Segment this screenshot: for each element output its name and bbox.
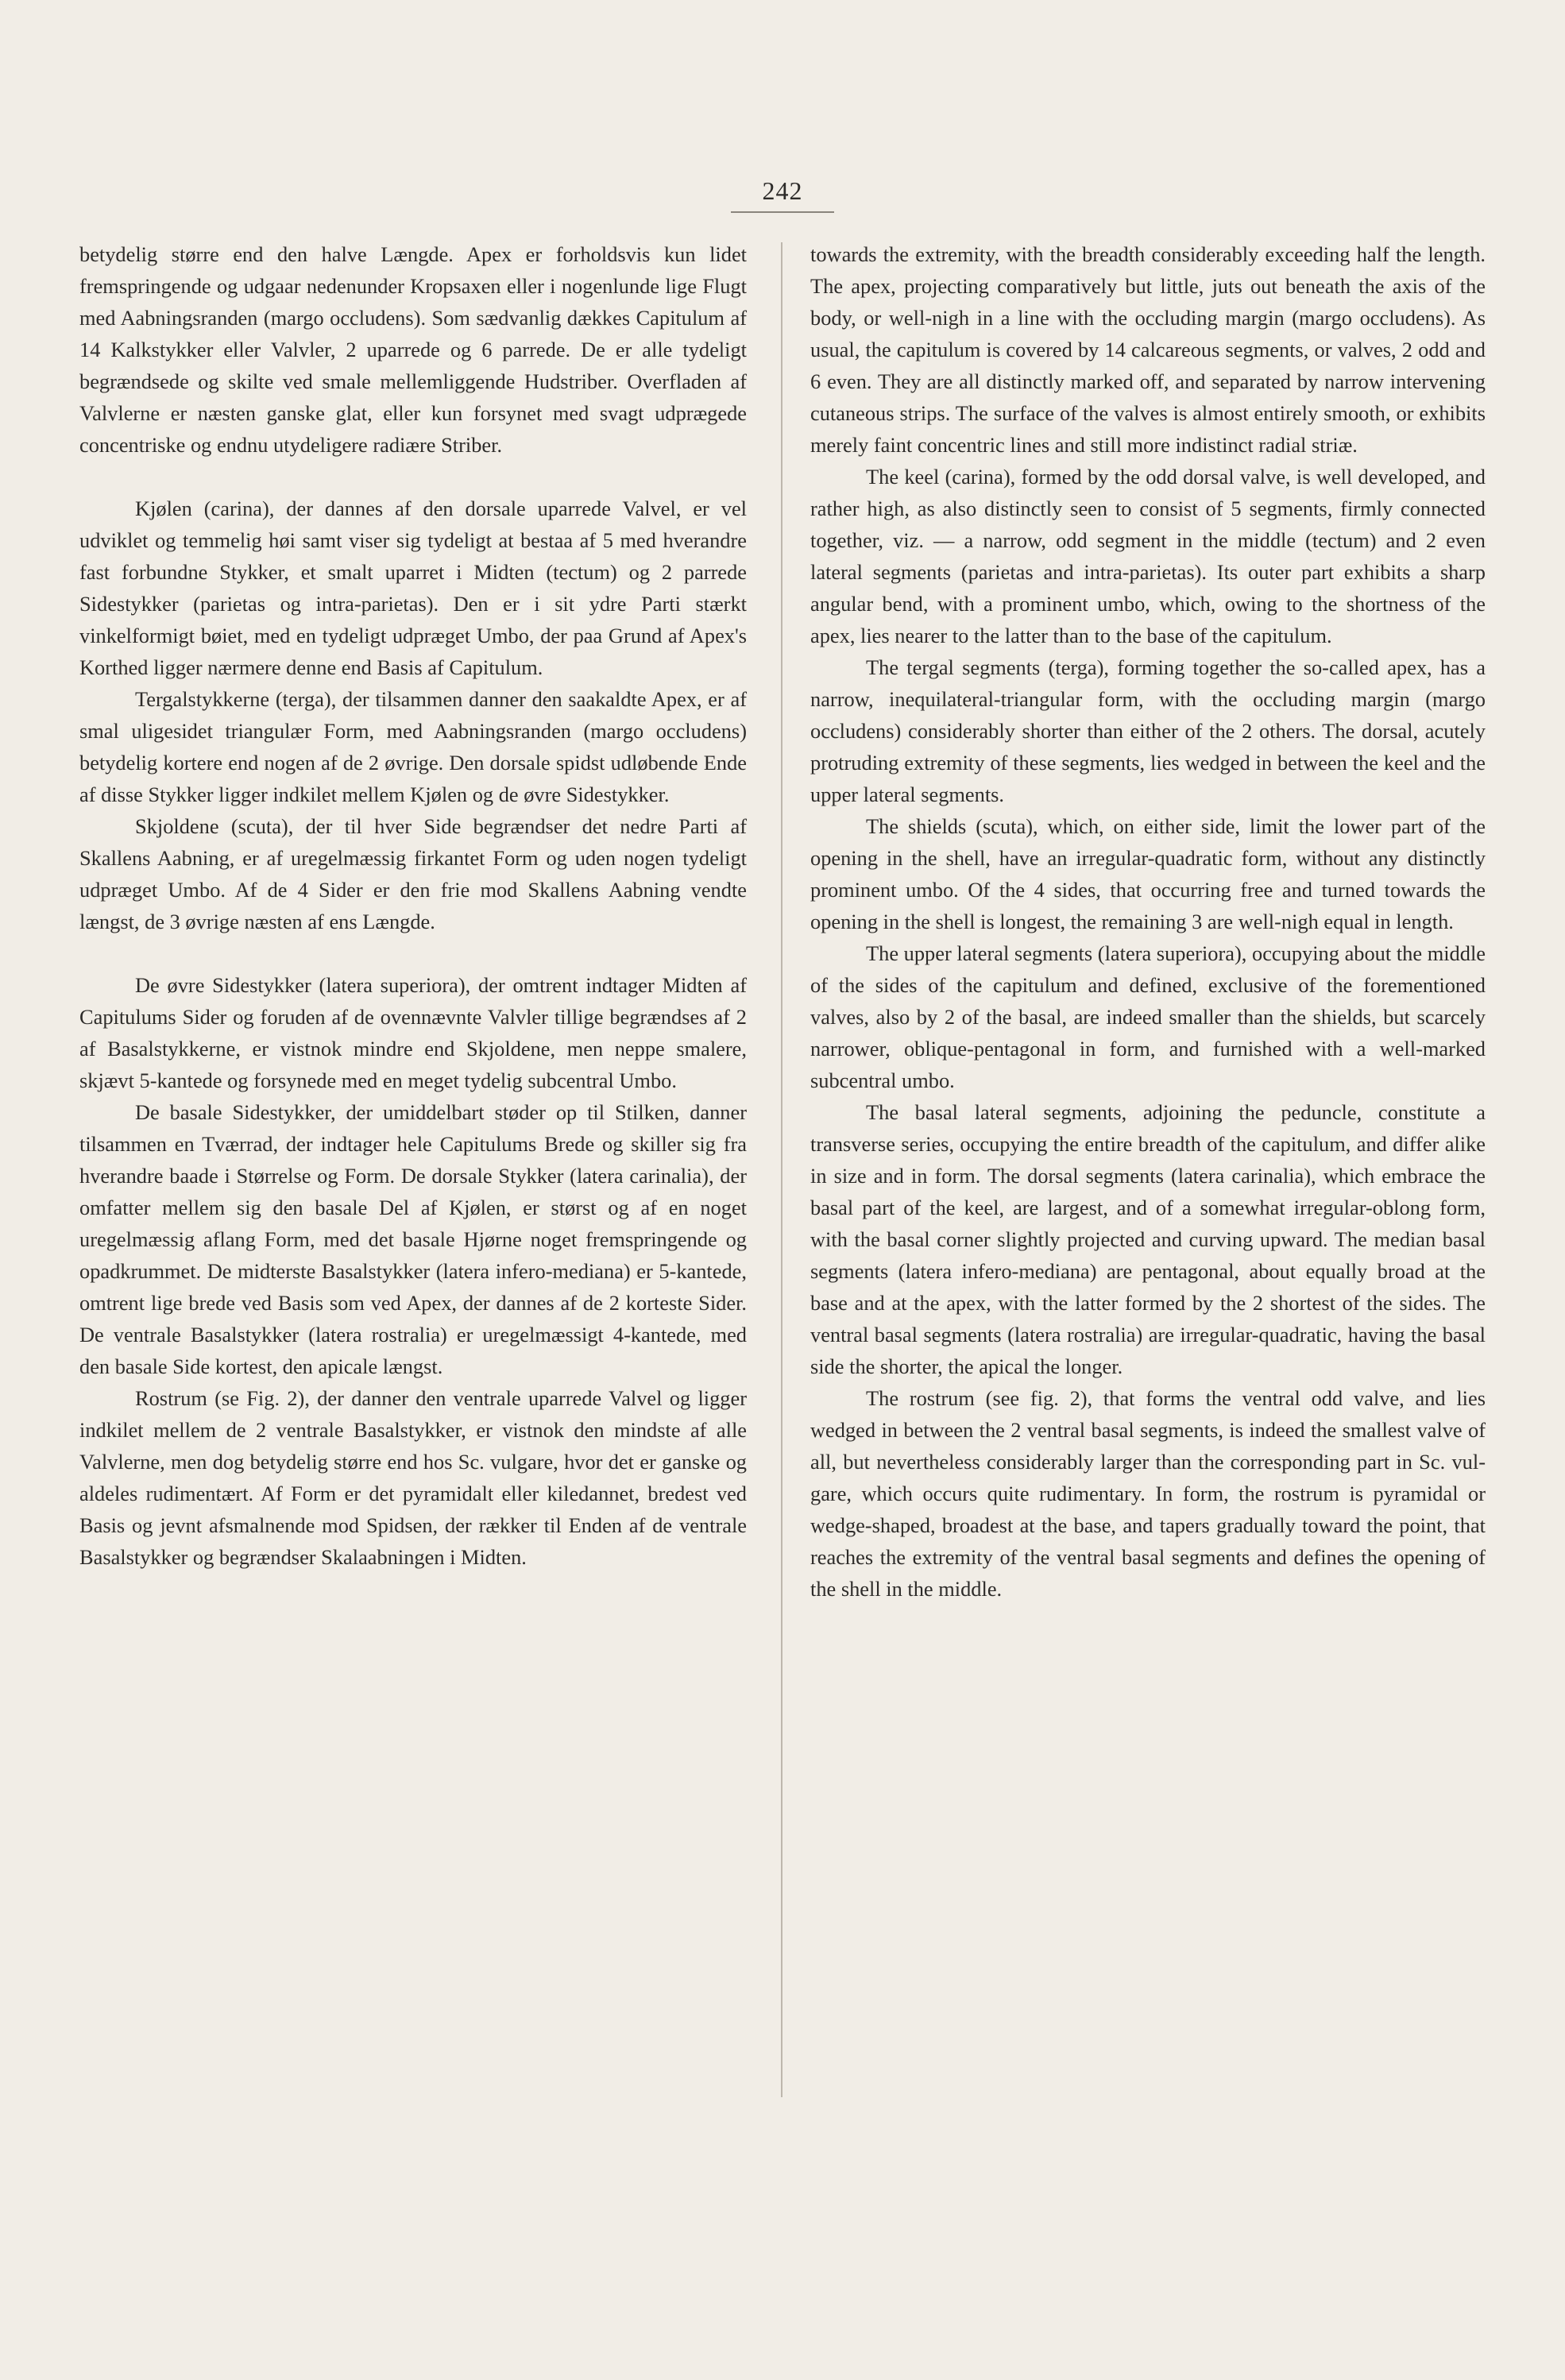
paragraph-right-3: The tergal segments (terga), forming together the so-called apex, has a narrow, inequilateral-triangular form, with the occluding margin (margo occludens) considerably shorter than either of the 2 others. The dorsal, acutely protruding extremity of these segments, lies wedged in between the keel and the upper lateral segments. bbox=[810, 655, 1486, 806]
paragraph-right-1: towards the extremity, with the breadth considerably exceeding half the length. The apex, projecting comparatively but little, juts out beneath the axis of the body, or well-nigh in a line with the occluding margin (margo occludens). As usual, the capitulum is covered by 14 calcareous segments, or valves, 2 odd and 6 even. They are all distinctly marked off, and separated by narrow intervening cutaneous strips. The surface of the valves is almost entirely smooth, or exhibits merely faint concentric lines and still more indistinct radial striæ. bbox=[810, 242, 1486, 457]
paragraph-left-3: Tergalstykkerne (terga), der tilsammen danner den saakaldte Apex, er af smal uligesidet triangulær Form, med Aabningsranden (margo occludens) betydelig kortere end nogen af de 2 øvrige. Den dorsale spidst udløbende Ende af disse Stykker ligger indkilet mellem Kjølen og de øvre Sidestykker. bbox=[79, 687, 747, 806]
left-column-danish bbox=[79, 238, 747, 1573]
paragraph-left-6: De basale Sidestykker, der umiddelbart støder op til Stilken, danner tilsammen en Tværrad, der indtager hele Capitulums Brede og skiller sig fra hverandre baade i Størrelse og Form. De dorsale Stykker (latera carinalia), der omfatter mellem sig den basale Del af Kjølen, er størst og af en noget uregelmæssig aflang Form, med det basale Hjørne noget fremspringende og opadkrummet. De midterste Basalstykker (latera infero-mediana) er 5-kantede, omtrent lige brede ved Basis som ved Apex, der dannes af de 2 korteste Sider. De ventrale Basalstykker (latera rostralia) er uregelmæssigt 4-kantede, med den basale Side kortest, den apicale længst. bbox=[79, 1100, 747, 1378]
paragraph-right-4: The shields (scuta), which, on either side, limit the lower part of the opening in the shell, have an irregular-quadratic form, without any distinctly prominent umbo. Of the 4 sides, that occurring free and turned towards the opening in the shell is longest, the remaining 3 are well-nigh equal in length. bbox=[810, 814, 1486, 933]
paragraph-left-5: De øvre Sidestykker (latera superiora), der omtrent indtager Midten af Capitulums Sider og foruden af de ovennævnte Valvler tillige begrændses af 2 af Basalstykkerne, er vistnok mindre end Skjoldene, men neppe smalere, skjævt 5-kantede og forsynede med en meget tydelig subcentral Umbo. bbox=[79, 973, 747, 1092]
column-divider bbox=[781, 242, 782, 2097]
paragraph-right-5: The upper lateral segments (latera superiora), occupying about the middle of the sides of the capitulum and defined, exclusive of the forementioned valves, also by 2 of the basal, are indeed smaller than the shields, but scarcely narrower, oblique-pentagonal in form, and furnished with a well-marked subcentral umbo. bbox=[810, 941, 1486, 1092]
paragraph-right-7: The rostrum (see fig. 2), that forms the ventral odd valve, and lies wedged in between the 2 ventral basal segments, is indeed the smallest valve of all, but nevertheless considerably larger than the corresponding part in Sc. vulgare, which occurs quite rudimentary. In form, the rostrum is pyramidal or wedge-shaped, broadest at the base, and tapers gradually toward the point, that reaches the extremity of the ventral basal segments and defines the opening of the shell in the middle. bbox=[810, 1386, 1486, 1601]
paragraph-left-7: Rostrum (se Fig. 2), der danner den ventrale uparrede Valvel og ligger indkilet mellem de 2 ventrale Basalstykker, er vistnok den mindste af alle Valvlerne, men dog betydelig større end hos Sc. vulgare, hvor det er ganske og aldeles rudimentært. Af Form er det pyramidalt eller kiledannet, bredest ved Basis og jevnt afsmalnende mod Spidsen, der rækker til Enden af de ventrale Basalstykker og begrændser Skalaabningen i Midten. bbox=[79, 1386, 747, 1569]
paragraph-left-1: betydelig større end den halve Længde. Apex er forholdsvis kun lidet fremspringende og udgaar nedenunder Kropsaxen eller i nogenlunde lige Flugt med Aabningsranden (margo occludens). Som sædvanlig dækkes Capitulum af 14 Kalkstykker eller Valvler, 2 uparrede og 6 parrede. De er alle tydeligt begrændsede og skilte ved smale mellemliggende Hudstriber. Overfladen af Valvlerne er næsten ganske glat, eller kun forsynet med svagt udprægede concentriske og endnu utydeligere radiære Striber. bbox=[79, 242, 747, 457]
page-number-rule bbox=[731, 211, 834, 213]
page-number: 242 bbox=[762, 176, 803, 205]
paragraph-left-4: Skjoldene (scuta), der til hver Side begrændser det nedre Parti af Skallens Aabning, er af uregelmæssig firkantet Form og uden nogen tydeligt udpræget Umbo. Af de 4 Sider er den frie mod Skallens Aabning vendte længst, de 3 øvrige næsten af ens Længde. bbox=[79, 814, 747, 933]
right-column-english bbox=[810, 238, 1486, 1605]
paragraph-right-6: The basal lateral segments, adjoining the peduncle, constitute a transverse series, occupying the entire breadth of the capitulum, and differ alike in size and in form. The dorsal segments (latera carinalia), which embrace the basal part of the keel, are largest, and of a somewhat irregular-oblong form, with the basal corner slightly projected and curving upward. The median basal segments (latera infero-mediana) are pentagonal, about equally broad at the base and at the apex, with the latter formed by the 2 shortest of the sides. The ventral basal segments (latera rostralia) are irregular-quadratic, having the basal side the shorter, the apical the longer. bbox=[810, 1100, 1486, 1378]
paragraph-left-2: Kjølen (carina), der dannes af den dorsale uparrede Valvel, er vel udviklet og temmelig høi samt viser sig tydeligt at bestaa af 5 med hverandre fast forbundne Stykker, et smalt uparret i Midten (tectum) og 2 parrede Sidestykker (parietas og intra-parietas). Den er i sit ydre Parti stærkt vinkelformigt bøiet, med en tydeligt udpræget Umbo, der paa Grund af Apex's Korthed ligger nærmere denne end Basis af Capitulum. bbox=[79, 496, 747, 679]
paragraph-right-2: The keel (carina), formed by the odd dorsal valve, is well developed, and rather high, as also distinctly seen to consist of 5 segments, firmly connected together, viz. — a narrow, odd segment in the middle (tectum) and 2 even lateral segments (parietas and intra-parietas). Its outer part exhibits a sharp angular bend, with a prominent umbo, which, owing to the shortness of the apex, lies nearer to the latter than to the base of the capitulum. bbox=[810, 465, 1486, 647]
